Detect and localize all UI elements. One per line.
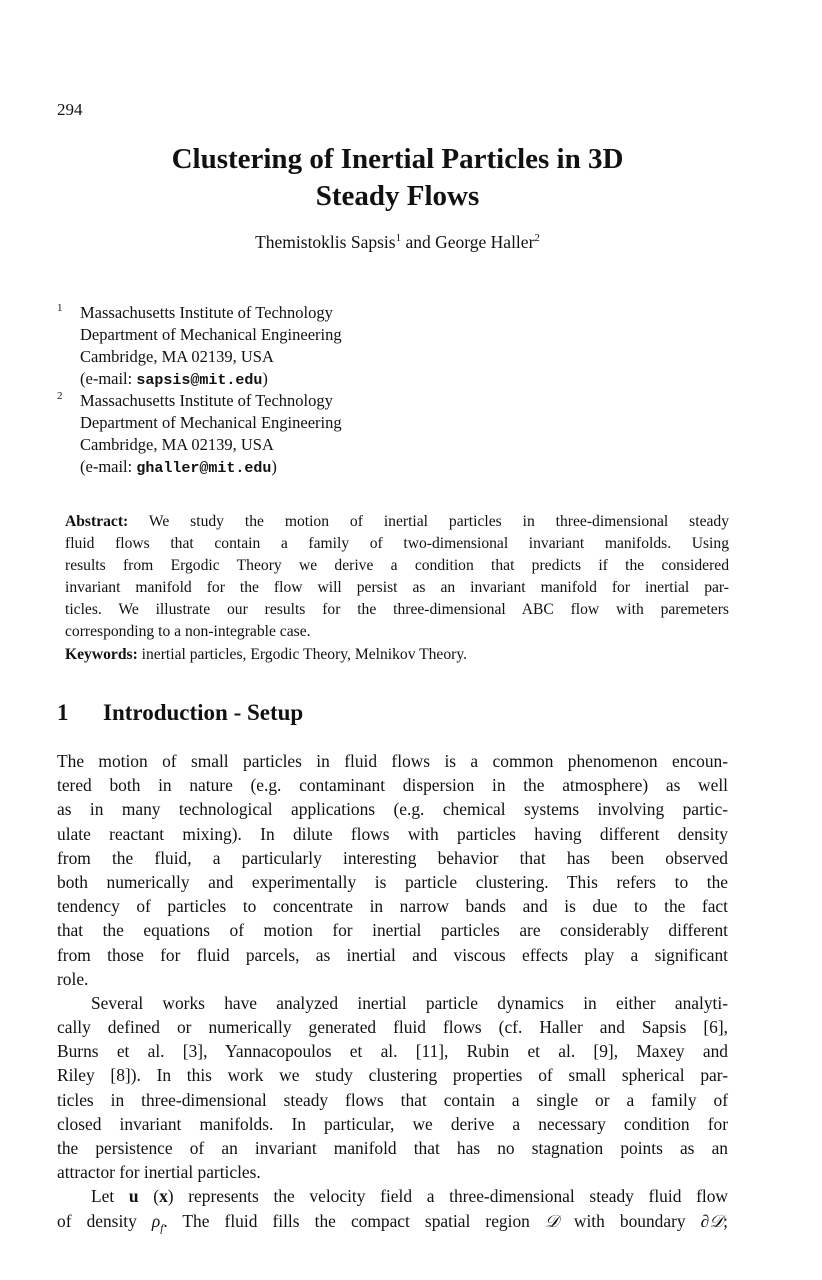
authors [0,232,795,253]
author-1: Themistoklis Sapsis [255,232,396,252]
body-line: both numerically and experimentally is particle clustering. This refers to the [57,871,728,892]
text: of density [57,1210,152,1231]
body-text [57,749,728,1233]
body-line: cally defined or numerically generated fluid flows (cf. Haller and Sapsis [6], [57,1017,728,1038]
author-2-mark: 2 [534,232,540,245]
affiliation-1-email-line [80,368,342,392]
body-line: The motion of small particles in fluid flows is a common phenomenon encoun- [57,751,728,771]
body-line: the persistence of an invariant manifold that has no stagnation points as an [57,1138,728,1158]
affiliation-1-email[interactable]: sapsis@mit.edu [136,371,263,389]
abstract-line: invariant manifold for the flow will persist as an invariant manifold for inertial par- [65,579,729,597]
position-symbol: x [159,1186,168,1207]
body-line: ulate reactant mixing). In dilute flows with particles having different density [57,823,728,844]
affiliation-1-address: Cambridge, MA 02139, USA [80,346,274,366]
body-line: role. [57,968,89,989]
keywords-text: inertial particles, Ergodic Theory, Melnikov Theory. [137,645,468,663]
affiliation-1-mark: 1 [57,302,63,314]
affiliation-2-institution: Massachusetts Institute of Technology [80,391,333,410]
text: . The fluid fills the compact spatial region [163,1210,545,1231]
email-suffix: ) [271,456,277,476]
paper-title [0,141,795,215]
author-2: George Haller [435,232,535,252]
velocity-symbol: u [128,1186,139,1207]
affiliation-1 [57,302,342,392]
keywords-label: Keywords: [65,645,138,663]
page-number: 294 [57,100,83,119]
abstract-label: Abstract: [65,513,129,530]
section-number: 1 [57,700,69,725]
email-prefix: (e-mail: [80,456,137,476]
title-line-2: Steady Flows [315,180,480,212]
text: Let [91,1186,129,1207]
keywords-line [65,644,729,666]
abstract-line: results from Ergodic Theory we derive a condition that predicts if the considered [65,557,729,575]
region-symbol: 𝒟 [544,1210,559,1231]
abstract-line: corresponding to a non-integrable case. [65,623,311,641]
abstract-text: We study the motion of inertial particles in three-dimensional steady [128,513,729,530]
body-line: that the equations of motion for inertial particles are considerably different [57,920,728,941]
boundary-symbol: ∂𝒟 [700,1210,724,1231]
email-prefix: (e-mail: [80,368,137,388]
body-line: tendency of particles to concentrate in narrow bands and is due to the fact [57,896,728,917]
body-line: from those for fluid parcels, as inertial and viscous effects play a significant [57,944,728,965]
text: with boundary [558,1210,701,1231]
title-line-1: Clustering of Inertial Particles in 3D [171,143,624,175]
section-heading [57,700,303,726]
affiliation-2-department: Department of Mechanical Engineering [80,412,342,432]
body-line: from the fluid, a particularly interesting behavior that has been observed [57,847,728,868]
section-title: Introduction - Setup [103,700,304,725]
body-line: ticles in three-dimensional steady flows that contain a single or a family of [57,1089,728,1110]
body-line: Riley [8]). In this work we study clustering properties of small spherical par- [57,1065,728,1086]
authors-conjunction: and [401,232,436,252]
affiliation-2-address: Cambridge, MA 02139, USA [80,434,274,454]
body-line: closed invariant manifolds. In particular, we derive a necessary condition for [57,1113,728,1134]
text: ) represents the velocity field a three-dimensional steady fluid flow [167,1186,728,1207]
email-suffix: ) [262,368,268,388]
text: ; [723,1210,728,1231]
abstract [65,511,729,666]
affiliation-2-mark: 2 [57,390,63,402]
affiliation-2-email[interactable]: ghaller@mit.edu [136,459,272,477]
body-line [57,1209,728,1233]
body-line [57,1184,728,1208]
density-subscript: f [160,1222,164,1235]
author-1-mark: 1 [395,232,402,245]
body-line: attractor for inertial particles. [57,1162,261,1183]
affiliation-1-institution: Massachusetts Institute of Technology [80,303,333,322]
text: ( [138,1186,160,1207]
body-line: tered both in nature (e.g. contaminant dispersion in the atmosphere) as well [57,775,728,796]
body-line: Several works have analyzed inertial particle dynamics in either analyti- [91,992,728,1013]
body-line: as in many technological applications (e.g. chemical systems involving partic- [57,799,728,820]
abstract-line: fluid flows that contain a family of two-dimensional invariant manifolds. Using [65,535,729,553]
density-symbol: ρ [151,1210,161,1231]
affiliation-2-email-line [80,456,342,480]
affiliation-2 [57,390,342,480]
body-line: Burns et al. [3], Yannacopoulos et al. [11], Rubin et al. [9], Maxey and [57,1041,728,1062]
abstract-line: ticles. We illustrate our results for the three-dimensional ABC flow with paremeters [65,601,729,619]
affiliation-1-department: Department of Mechanical Engineering [80,324,342,344]
abstract-line [65,511,729,533]
